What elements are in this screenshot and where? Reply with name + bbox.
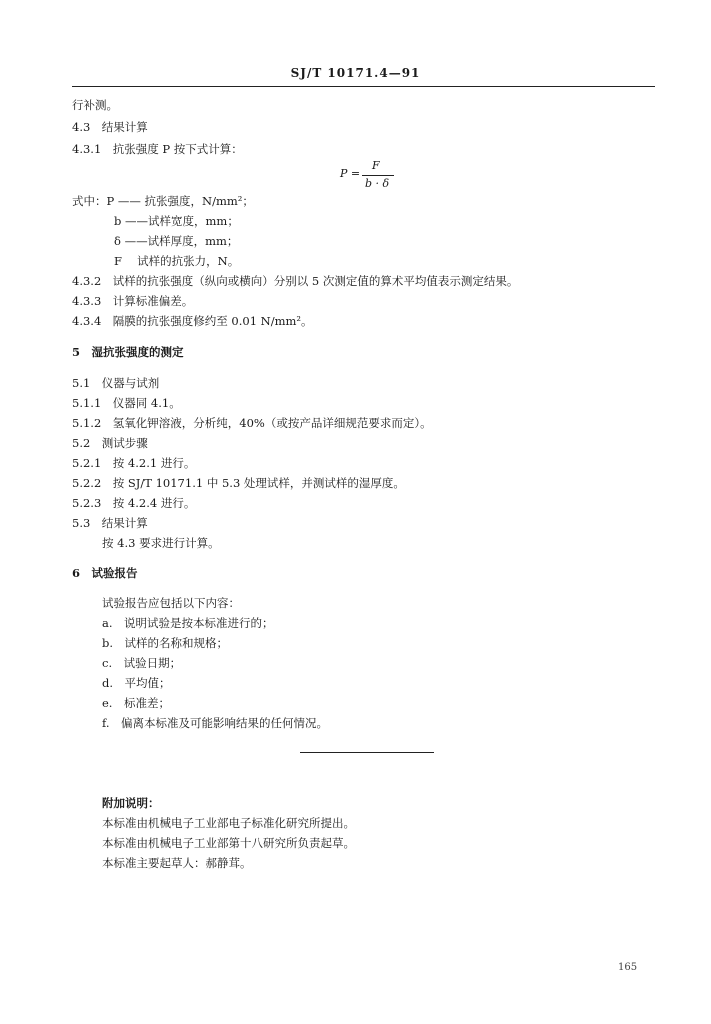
text-line: 试验报告应包括以下内容： <box>102 596 240 610</box>
formula-denominator: b · δ <box>365 177 390 190</box>
section-heading: 5.2 测试步骤 <box>72 436 148 450</box>
note-line: 本标准由机械电子工业部第十八研究所负责起草。 <box>102 836 355 850</box>
list-item: e. 标准差； <box>102 696 170 710</box>
list-item: a. 说明试验是按本标准进行的； <box>102 616 274 630</box>
formula-numerator: F <box>372 159 380 172</box>
text-line: F 试样的抗张力，N。 <box>114 254 240 268</box>
text-line: 按 4.3 要求进行计算。 <box>102 536 220 550</box>
header-rule <box>72 86 655 87</box>
fraction-bar <box>362 175 394 176</box>
section-heading: 5.1 仪器与试剂 <box>72 376 160 390</box>
end-separator <box>300 752 434 753</box>
text-line: δ ——试样厚度，mm； <box>114 234 239 248</box>
text-line: 4.3.4 隔膜的抗张强度修约至 0.01 N/mm²。 <box>72 314 313 328</box>
list-item: b. 试样的名称和规格； <box>102 636 229 650</box>
list-item: f. 偏离本标准及可能影响结果的任何情况。 <box>102 716 328 730</box>
document-code: SJ/T 10171.4—91 <box>290 66 421 80</box>
section-heading: 6 试验报告 <box>72 566 138 580</box>
formula-lhs: P = <box>340 167 361 180</box>
text-line: 4.3.3 计算标准偏差。 <box>72 294 194 308</box>
note-heading: 附加说明： <box>102 796 160 810</box>
section-heading: 4.3 结果计算 <box>72 120 148 134</box>
page-number: 165 <box>618 962 638 973</box>
text-line: b ——试样宽度，mm； <box>114 214 239 228</box>
text-line: 5.1.1 仪器同 4.1。 <box>72 396 181 410</box>
list-item: c. 试验日期； <box>102 656 182 670</box>
section-heading: 5 湿抗张强度的测定 <box>72 345 184 359</box>
text-line: 行补测。 <box>72 98 118 112</box>
text-line: 5.1.2 氢氧化钾溶液，分析纯，40%（或按产品详细规范要求而定）。 <box>72 416 432 430</box>
text-line: 4.3.1 抗张强度 P 按下式计算： <box>72 142 243 156</box>
note-line: 本标准主要起草人：郝静茸。 <box>102 856 252 870</box>
text-line: 5.2.3 按 4.2.4 进行。 <box>72 496 196 510</box>
list-item: d. 平均值； <box>102 676 171 690</box>
text-line: 5.2.1 按 4.2.1 进行。 <box>72 456 196 470</box>
text-line: 5.2.2 按 SJ/T 10171.1 中 5.3 处理试样，并测试样的湿厚度。 <box>72 476 405 490</box>
section-heading: 5.3 结果计算 <box>72 516 148 530</box>
text-line: 式中：P —— 抗张强度，N/mm²； <box>72 194 254 208</box>
text-line: 4.3.2 试样的抗张强度（纵向或横向）分别以 5 次测定值的算术平均值表示测定结果。 <box>72 274 519 288</box>
note-line: 本标准由机械电子工业部电子标准化研究所提出。 <box>102 816 355 830</box>
